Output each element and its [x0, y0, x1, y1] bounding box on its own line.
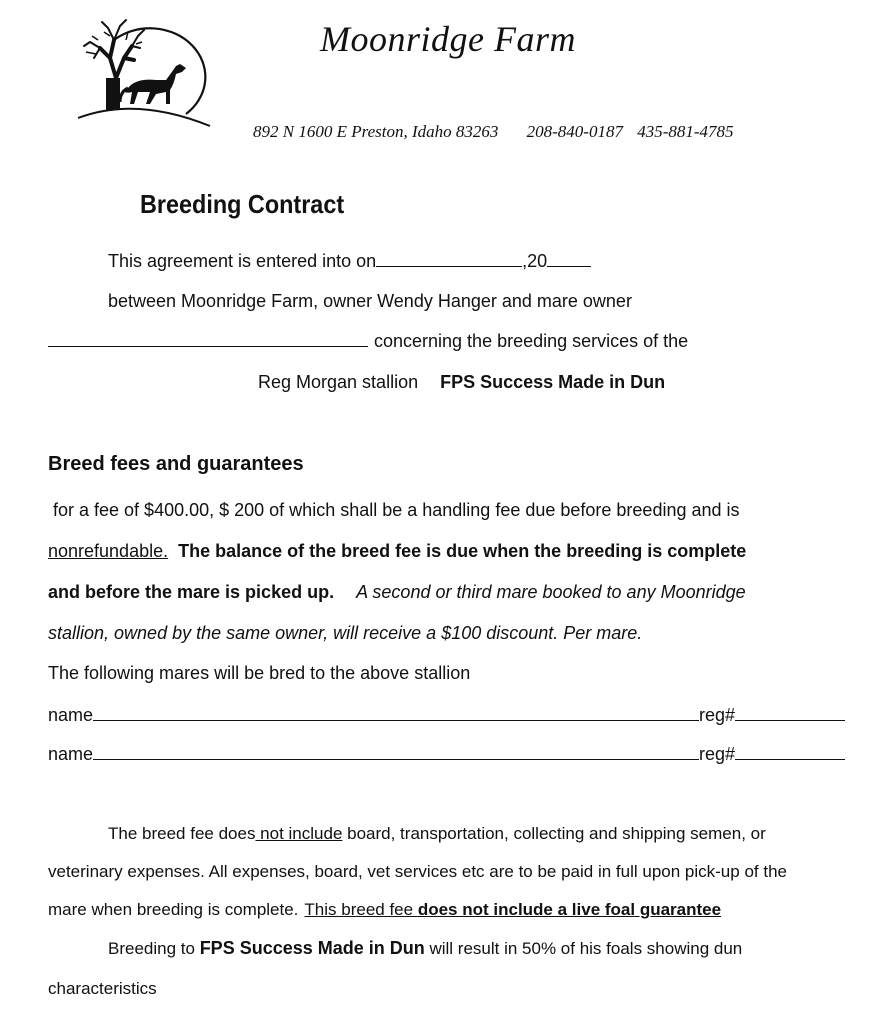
- notes-prefix: The breed fee does: [108, 824, 256, 843]
- name-label: name: [48, 744, 94, 764]
- mare-name-blank-2[interactable]: [93, 745, 699, 760]
- notes-line-1: [108, 824, 766, 844]
- picked-up-text: and before the mare is picked up.: [48, 582, 335, 602]
- reg-blank-1[interactable]: [735, 706, 845, 721]
- mare-name-blank-1[interactable]: [93, 706, 699, 721]
- reg-label: reg#: [699, 705, 736, 725]
- reg-label: reg#: [699, 744, 736, 764]
- notes-line-2: veterinary expenses. All expenses, board, vet services etc are to be paid in full upon pick-up of the: [48, 862, 787, 881]
- mare-owner-line: [48, 331, 688, 352]
- agreement-year: ,20: [522, 251, 548, 271]
- no-guarantee-prefix: This breed fee: [304, 900, 418, 919]
- nonrefundable-text: nonrefundable.: [48, 541, 169, 561]
- phone-1: 208-840-0187: [526, 122, 623, 141]
- breeding-to-text: Breeding to: [108, 939, 200, 958]
- stallion-name: FPS Success Made in Dun: [440, 372, 666, 392]
- mare-row-2: [48, 744, 845, 765]
- mare-row-1: [48, 705, 845, 726]
- notes-line-3: [48, 900, 721, 920]
- tree-moon-horse-logo: [76, 18, 216, 130]
- notes-rest: board, transportation, collecting and shipping semen, or: [342, 824, 766, 843]
- farm-address-line: [253, 122, 744, 142]
- fee-line-1: for a fee of $400.00, $ 200 of which shall be a handling fee due before breeding and is: [53, 500, 740, 520]
- date-blank[interactable]: [376, 252, 522, 267]
- reg-blank-2[interactable]: [735, 745, 845, 760]
- year-blank[interactable]: [547, 252, 591, 267]
- stallion-line: [258, 372, 665, 393]
- balance-text: The balance of the breed fee is due when the breeding is complete: [178, 541, 747, 561]
- discount-text-1: A second or third mare booked to any Moonridge: [356, 582, 746, 602]
- fee-line-2: [48, 541, 746, 562]
- stallion-prefix: Reg Morgan stallion: [258, 372, 419, 392]
- stallion-name-bold: FPS Success Made in Dun: [199, 938, 425, 958]
- agreement-date-line: [108, 251, 591, 272]
- fee-line-3: [48, 582, 746, 603]
- phone-2: 435-881-4785: [637, 122, 734, 141]
- farm-address: 892 N 1600 E Preston, Idaho 83263: [253, 122, 499, 141]
- not-include-text: not include: [255, 824, 343, 843]
- mare-owner-blank[interactable]: [48, 332, 368, 347]
- agreement-prefix: This agreement is entered into on: [108, 251, 377, 271]
- discount-text-2: stallion, owned by the same owner, will receive a $100 discount. Per mare.: [48, 623, 643, 643]
- breeding-complete-text: mare when breeding is complete.: [48, 900, 299, 919]
- concerning-text: concerning the breeding services of the: [374, 331, 689, 351]
- contract-title: Breeding Contract: [140, 189, 345, 219]
- fees-heading: Breed fees and guarantees: [48, 453, 304, 475]
- notes-line-4: [108, 938, 742, 959]
- name-label: name: [48, 705, 94, 725]
- between-line: between Moonridge Farm, owner Wendy Hanger and mare owner: [108, 291, 632, 311]
- notes-line-5: characteristics: [48, 979, 157, 998]
- dun-result-text: will result in 50% of his foals showing dun: [424, 939, 743, 958]
- following-mares-text: The following mares will be bred to the above stallion: [48, 663, 471, 683]
- no-live-foal-guarantee: does not include a live foal guarantee: [417, 900, 722, 919]
- farm-name: Moonridge Farm: [320, 19, 576, 59]
